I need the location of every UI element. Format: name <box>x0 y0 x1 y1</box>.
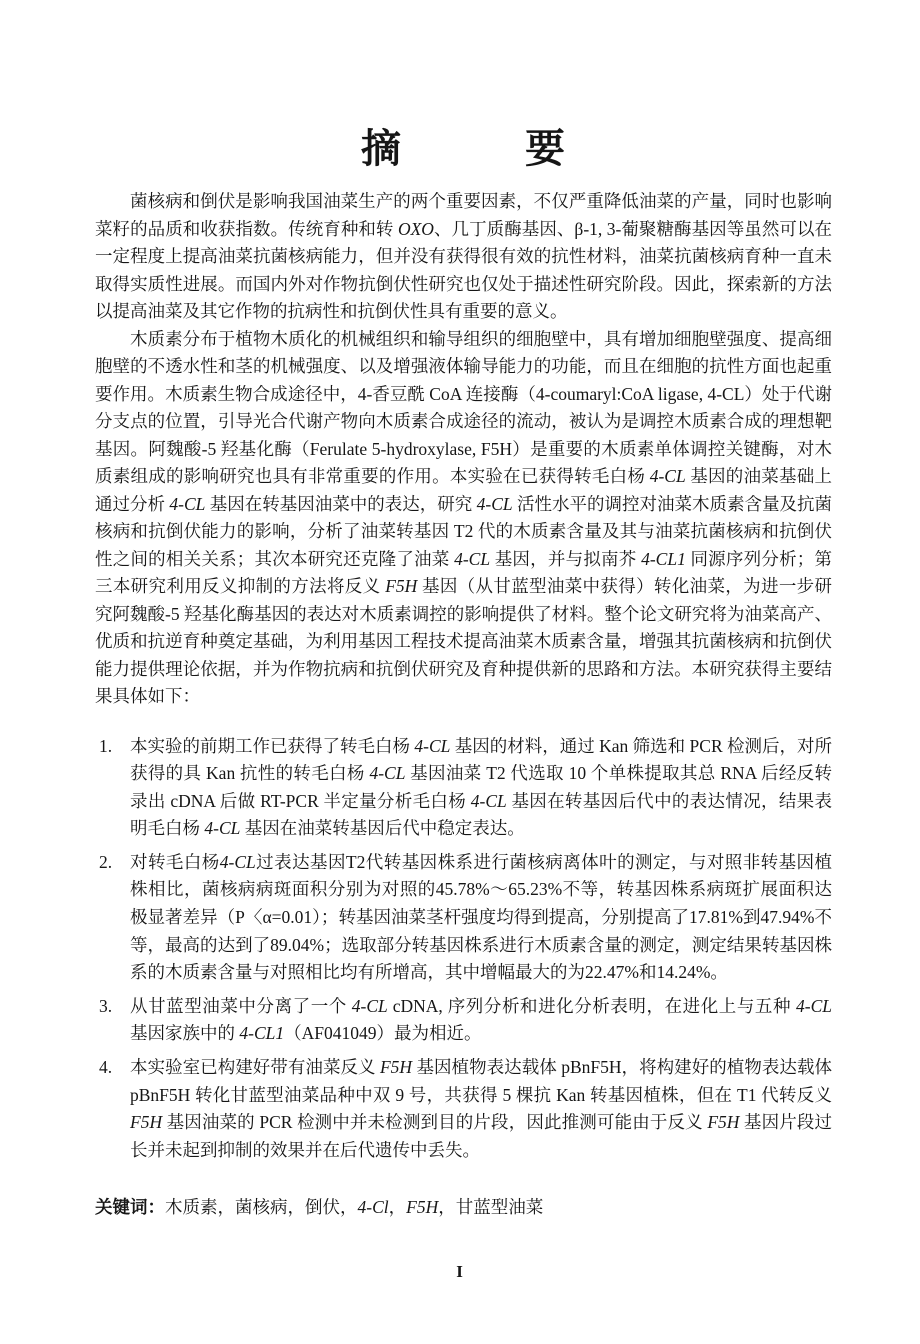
result-number-4: 4. <box>99 1057 113 1078</box>
page-number: I <box>456 1262 464 1281</box>
result-item-3 <box>95 993 832 1048</box>
keywords-label: 关键词： <box>95 1197 165 1218</box>
abstract-paragraph-1: 菌核病和倒伏是影响我国油菜生产的两个重要因素，不仅严重降低油菜的产量，同时也影响菜籽的品质和收获指数。传统育种和转 OXO、几丁质酶基因、β-1, 3-葡聚糖酶基因等虽然可以在一定程度上提高油菜抗菌核病能力，但并没有获得很有效的抗性材料，油菜抗菌核病育种一直未取得实质性进展。而国内外对作物抗倒伏性研究也仅处于描述性研究阶段。因此，探索新的方法以提高油菜及其它作物的抗病性和抗倒伏性具有重要的意义。 <box>95 191 833 321</box>
keywords-line <box>95 1194 832 1221</box>
result-text-4: 本实验室已构建好带有油菜反义 F5H 基因植物表达载体 pBnF5H，将构建好的植物表达载体 pBnF5H 转化甘蓝型油菜品种中双 9 号，共获得 5 棵抗 Kan 转基因植株，但在 T1 代转反义 F5H 基因油菜的 PCR 检测中并未检测到目的片段，因此推测可能由于反义 F5H 基因片段过长并未起到抑制的效果并在后代遗传中丢失。 <box>130 1057 833 1160</box>
result-item-2 <box>95 849 832 987</box>
result-item-4 <box>95 1054 832 1164</box>
result-number-2: 2. <box>99 851 113 872</box>
keywords-text: 木质素，菌核病，倒伏，4-Cl，F5H，甘蓝型油菜 <box>165 1197 544 1218</box>
result-number-3: 3. <box>99 995 113 1016</box>
result-item-1 <box>95 733 832 843</box>
result-text-1: 本实验的前期工作已获得了转毛白杨 4-CL 基因的材料，通过 Kan 筛选和 PCR 检测后，对所获得的具 Kan 抗性的转毛白杨 4-CL 基因油菜 T2 代选取 10 个单株提取其总 RNA 后经反转录出 cDNA 后做 RT-PCR 半定量分析毛白杨 4-CL 基因在转基因后代中的表达情况，结果表明毛白杨 4-CL 基因在油菜转基因后代中稳定表达。 <box>130 735 833 839</box>
results-list <box>95 733 832 1165</box>
abstract-paragraph-2: 木质素分布于植物木质化的机械组织和输导组织的细胞壁中，具有增加细胞壁强度、提高细胞壁的不透水性和茎的机械强度、以及增强液体输导能力的功能，而且在细胞的抗性方面也起重要作用。木质素生物合成途径中，4-香豆酰 CoA 连接酶（4-coumaryl:CoA ligase, 4-CL）处于代谢分支点的位置，引导光合代谢产物向木质素合成途径的流动，被认为是调控木质素合成的理想靶基因。阿魏酸-5 羟基化酶（Ferulate 5-hydroxylase, F5H）是重要的木质素单体调控关键酶，对木质素组成的影响研究也具有非常重要的作用。本实验在已获得转毛白杨 4-CL 基因的油菜基础上通过分析 4-CL 基因在转基因油菜中的表达，研究 4-CL 活性水平的调控对油菜木质素含量及抗菌核病和抗倒伏能力的影响，分析了油菜转基因 T2 代的木质素含量及其与油菜抗菌核病和抗倒伏性之间的相关关系；其次本研究还克隆了油菜 4-CL 基因，并与拟南芥 4-CL1 同源序列分析；第三本研究利用反义抑制的方法将反义 F5H 基因（从甘蓝型油菜中获得）转化油菜，为进一步研究阿魏酸-5 羟基化酶基因的表达对木质素调控的影响提供了材料。整个论文研究将为油菜高产、优质和抗逆育种奠定基础，为利用基因工程技术提高油菜木质素含量，增强其抗菌核病和抗倒伏能力提供理论依据，并为作物抗病和抗倒伏研究及育种提供新的思路和方法。本研究获得主要结果具体如下： <box>95 328 833 706</box>
page-title: 摘 要 <box>361 126 566 171</box>
result-text-3: 从甘蓝型油菜中分离了一个 4-CL cDNA, 序列分析和进化分析表明，在进化上与五种 4-CL 基因家族中的 4-CL1（AF041049）最为相近。 <box>130 995 832 1044</box>
result-text-2: 对转毛白杨4-CL过表达基因T2代转基因株系进行菌核病离体叶的测定，与对照非转基因植株相比，菌核病病斑面积分别为对照的45.78%～65.23%不等，转基因株系病斑扩展面积达极显著差异（P〈α=0.01）；转基因油菜茎杆强度均得到提高，分别提高了17.81%到47.94%不等，最高的达到了89.04%；选取部分转基因株系进行木质素含量的测定，测定结果转基因株系的木质素含量与对照相比均有所增高，其中增幅最大的为22.47%和14.24%。 <box>130 851 833 983</box>
result-number-1: 1. <box>99 735 113 756</box>
